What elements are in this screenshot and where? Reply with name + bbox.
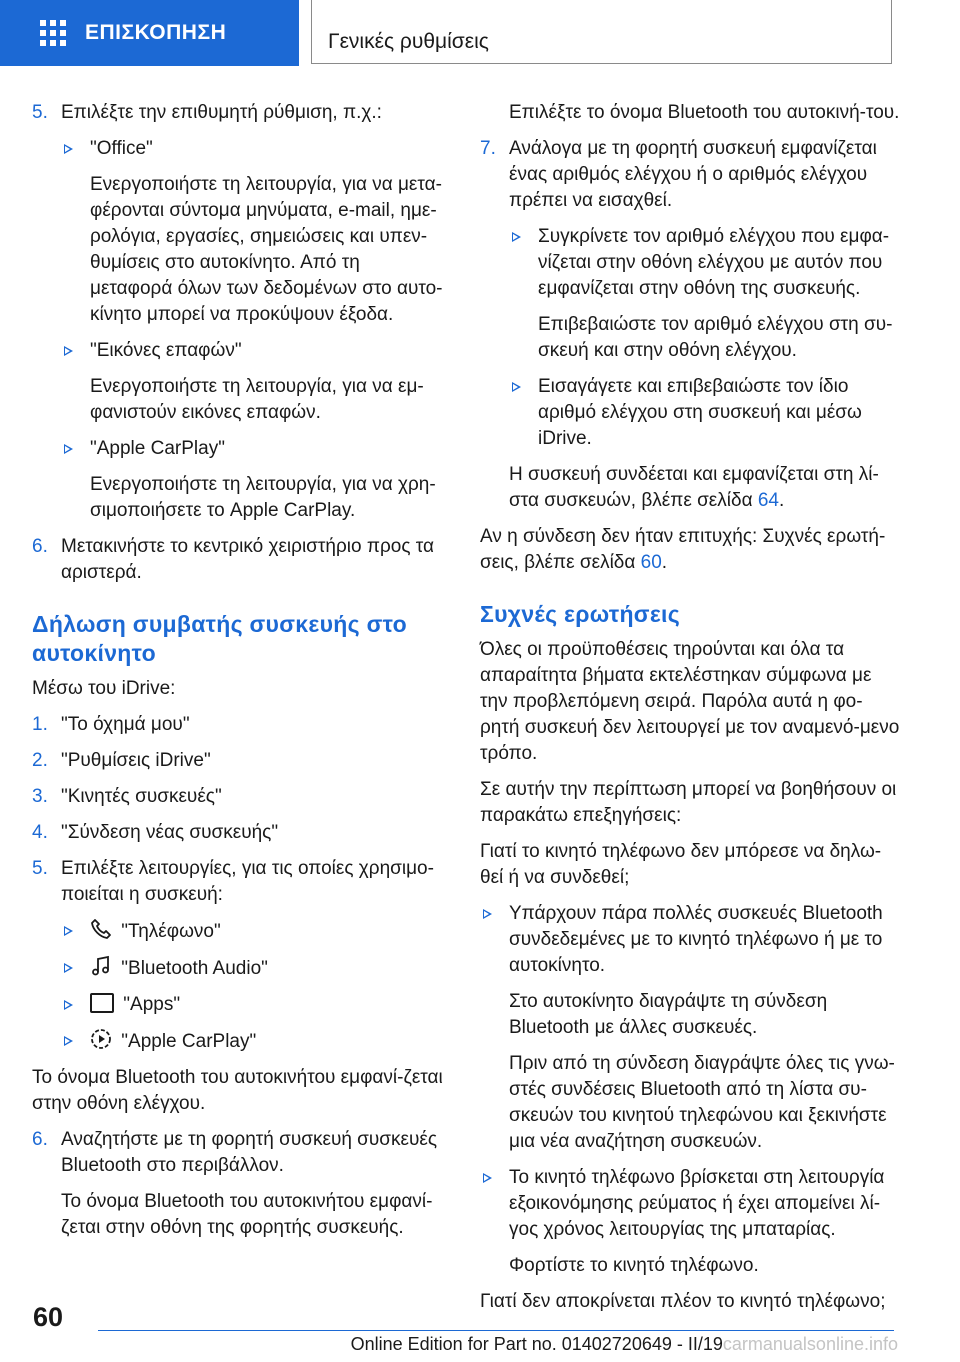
step-6-search-devices (32, 1127, 447, 1241)
step-text: Μετακινήστε το κεντρικό χειριστήριο προς τα αριστερά. (61, 536, 434, 583)
step-5-select-setting (32, 100, 447, 126)
note-text: Η συσκευή συνδέεται και εμφανίζεται στη λί-στα συσκευών, βλέπε σελίδα (509, 464, 879, 511)
overview-label: ΕΠΙΣΚΟΠΗΣΗ (85, 21, 227, 44)
step-number: 3. (32, 786, 48, 807)
option-description: Επιβεβαιώστε τον αριθμό ελέγχου στη συ-σκευή και στην οθόνη ελέγχου. (538, 314, 893, 361)
step-number: 7. (480, 138, 496, 159)
option-description: Ενεργοποιήστε τη λειτουργία, για να εμ-φανιστούν εικόνες επαφών. (90, 376, 424, 423)
section-heading-pair-device: Δήλωση συμβατής συσκευής στο αυτοκίνητο (32, 611, 407, 666)
function-label: "Apple CarPlay" (121, 1031, 257, 1052)
step-3 (32, 784, 447, 810)
faq-intro: Όλες οι προϋποθέσεις τηρούνται και όλα τα απαραίτητα βήματα εκτελέστηκαν σύμφωνα με την προβλεπόμενη σειρά. Παρόλα αυτά η φο-ρητή συσκευή δεν λειτουργεί με τον αναμενό-μενο τρόπο. (480, 639, 900, 764)
bullet-triangle-icon (512, 382, 521, 392)
function-list (32, 918, 447, 1055)
music-note-icon (90, 955, 112, 977)
page-link-60[interactable]: 60 (640, 552, 662, 573)
list-item (61, 1028, 447, 1055)
step-4 (32, 820, 447, 846)
list-item (509, 374, 900, 452)
function-label: "Bluetooth Audio" (121, 958, 268, 979)
step-5-options (32, 136, 447, 524)
bullet-triangle-icon (64, 144, 73, 154)
footer-divider (98, 1330, 894, 1331)
faq-remedy: Πριν από τη σύνδεση διαγράψτε όλες τις γνω-στές συνδέσεις Bluetooth από τη λίστα συ-σκευών του κινητού τηλεφώνου και ξεκινήστε μια νέα αναζήτηση συσκευών. (509, 1053, 895, 1152)
phone-icon (90, 918, 112, 940)
step-note: Το όνομα Bluetooth του αυτοκινήτου εμφανί-ζεται στην οθόνη της φορητής συσκευής. (61, 1191, 433, 1238)
page-number: 60 (33, 1302, 64, 1332)
step-text: Ανάλογα με τη φορητή συσκευή εμφανίζεται ένας αριθμός ελέγχου ή ο αριθμός ελέγχου πρέπει να εισαχθεί. (509, 138, 877, 211)
step-1 (32, 712, 447, 738)
step-7-check-number (480, 136, 900, 214)
note-text: Αν η σύνδεση δεν ήταν επιτυχής: Συχνές ερωτή-σεις, βλέπε σελίδα (480, 526, 886, 573)
left-column (32, 100, 447, 1251)
step-number: 5. (32, 858, 48, 879)
list-item (61, 136, 447, 328)
option-text: Συγκρίνετε τον αριθμό ελέγχου που εμφα-νίζεται στην οθόνη ελέγχου με αυτόν που εμφανίζεται στην οθόνη της συσκευής. (538, 226, 890, 299)
list-item (480, 1165, 900, 1279)
overview-button[interactable] (0, 0, 299, 66)
page-footer (0, 1290, 960, 1362)
list-item (61, 955, 447, 982)
check-number-options (480, 224, 900, 514)
step-number: 1. (32, 714, 48, 735)
page-link-64[interactable]: 64 (757, 490, 779, 511)
faq-question-2: Γιατί δεν αποκρίνεται πλέον το κινητό τηλέφωνο; (480, 1291, 886, 1312)
faq-question-1: Γιατί το κινητό τηλέφωνο δεν μπόρεσε να δηλω-θεί ή να συνδεθεί; (480, 841, 882, 888)
bullet-triangle-icon (64, 926, 73, 936)
connection-failed-note (480, 524, 900, 576)
option-label: "Εικόνες επαφών" (90, 340, 242, 361)
menu-path: "Σύνδεση νέας συσκευής" (61, 822, 279, 843)
option-text: Εισαγάγετε και επιβεβαιώστε τον ίδιο αριθμό ελέγχου στη συσκευή και μέσω iDrive. (538, 376, 862, 449)
section-title: Γενικές ρυθμίσεις (328, 30, 489, 53)
step-number: 6. (32, 536, 48, 557)
step-number: 4. (32, 822, 48, 843)
bullet-triangle-icon (64, 346, 73, 356)
step-number: 6. (32, 1129, 48, 1150)
list-item (61, 918, 447, 945)
list-item (509, 224, 900, 364)
bullet-triangle-icon (64, 1036, 73, 1046)
menu-path: "Ρυθμίσεις iDrive" (61, 750, 211, 771)
section-heading-faq: Συχνές ερωτήσεις (480, 601, 680, 627)
grid-icon (40, 20, 66, 46)
section-tab[interactable] (311, 0, 892, 64)
faq-answer: Υπάρχουν πάρα πολλές συσκευές Bluetooth συνδεδεμένες με το κινητό τηλέφωνο ή με το αυτοκίνητο. (509, 903, 883, 976)
option-label: "Office" (90, 138, 153, 159)
step-text: Επιλέξτε λειτουργίες, για τις οποίες χρησιμο-ποιείται η συσκευή: (61, 858, 434, 905)
carplay-icon (90, 1028, 112, 1050)
function-label: "Apps" (123, 994, 181, 1015)
step-6-continued: Επιλέξτε το όνομα Bluetooth του αυτοκινή-του. (509, 102, 900, 123)
apps-icon (90, 993, 114, 1013)
edition-text: Online Edition for Part no. 01402720649 - II/19 (350, 1334, 723, 1354)
via-idrive: Μέσω του iDrive: (32, 678, 176, 699)
option-label: "Apple CarPlay" (90, 438, 225, 459)
bullet-triangle-icon (64, 1000, 73, 1010)
faq-intro-2: Σε αυτήν την περίπτωση μπορεί να βοηθήσουν οι παρακάτω επεξηγήσεις: (480, 779, 897, 826)
note-end: . (778, 490, 785, 511)
option-description: Ενεργοποιήστε τη λειτουργία, για να χρη-σιμοποιήσετε το Apple CarPlay. (90, 474, 436, 521)
list-item (61, 436, 447, 524)
list-item (61, 338, 447, 426)
faq-answer: Το κινητό τηλέφωνο βρίσκεται στη λειτουργία εξοικονόμησης ρεύματος ή έχει απομείνει λί-γος χρόνος λειτουργίας της μπαταρίας. (509, 1167, 885, 1240)
menu-path: "Το όχημά μου" (61, 714, 190, 735)
bullet-triangle-icon (483, 909, 492, 919)
step-2 (32, 748, 447, 774)
faq-remedy: Στο αυτοκίνητο διαγράψτε τη σύνδεση Bluetooth με άλλες συσκευές. (509, 991, 828, 1038)
step-5-select-functions (32, 856, 447, 908)
step-number: 2. (32, 750, 48, 771)
list-item (480, 901, 900, 1155)
menu-path: "Κινητές συσκευές" (61, 786, 222, 807)
option-description: Ενεργοποιήστε τη λειτουργία, για να μετα-φέρονται σύντομα μηνύματα, e-mail, ημε-ρολόγια, εργασίες, σημειώσεις και υπεν-θυμίσεις στο αυτοκίνητο. Από τη μεταφορά όλων των δεδομένων στο αυτο-κίνητο μπορεί να προκύψουν έξοδα. (90, 174, 443, 325)
function-label: "Τηλέφωνο" (121, 921, 221, 942)
note-end: . (661, 552, 668, 573)
step-text: Επιλέξτε την επιθυμητή ρύθμιση, π.χ.: (61, 102, 382, 123)
step-text: Αναζητήστε με τη φορητή συσκευή συσκευές Bluetooth στο περιβάλλον. (61, 1129, 438, 1176)
edition-info (351, 1334, 898, 1355)
bluetooth-name-note: Το όνομα Bluetooth του αυτοκινήτου εμφανί-ζεται στην οθόνη ελέγχου. (32, 1067, 443, 1114)
step-number: 5. (32, 102, 48, 123)
step-6-move-controller (32, 534, 447, 586)
bullet-triangle-icon (512, 232, 521, 242)
bullet-triangle-icon (483, 1173, 492, 1183)
list-item (61, 992, 447, 1018)
faq-remedy: Φορτίστε το κινητό τηλέφωνο. (509, 1255, 759, 1276)
bullet-triangle-icon (64, 963, 73, 973)
page-header (0, 0, 960, 66)
right-column (480, 100, 900, 1325)
watermark: carmanualsonline.info (722, 1334, 898, 1354)
device-connected-note (509, 462, 900, 514)
bullet-triangle-icon (64, 444, 73, 454)
